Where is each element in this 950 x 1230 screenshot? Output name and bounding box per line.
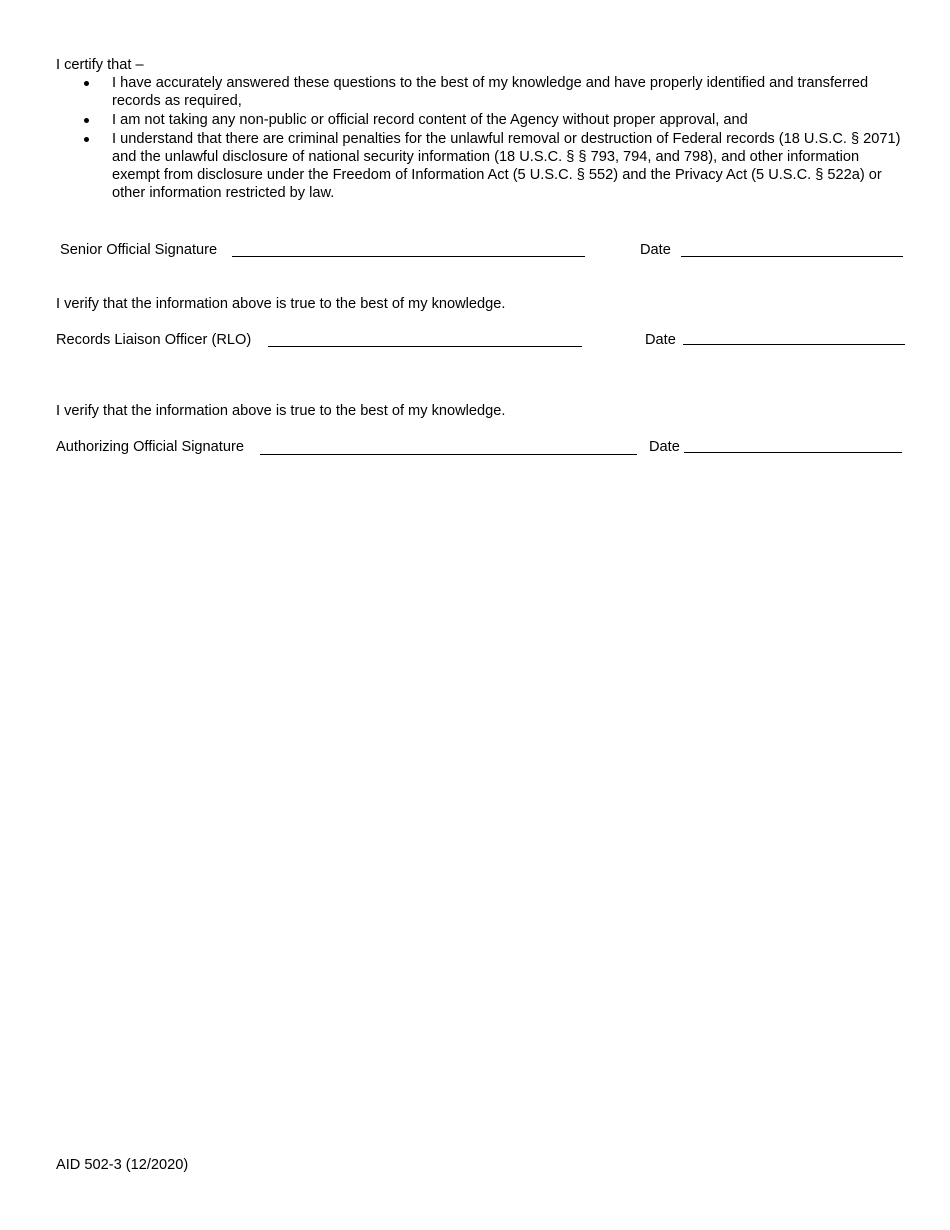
rlo-verify-text: I verify that the information above is true to the best of my knowledge. [56,296,506,312]
authorizing-date-label: Date [649,439,680,455]
certification-item [84,130,904,202]
senior-official-date-label: Date [640,242,671,258]
rlo-signature-line[interactable] [268,346,582,347]
authorizing-signature-label: Authorizing Official Signature [56,439,244,455]
senior-official-signature-line[interactable] [232,256,585,257]
bullet-icon [84,137,89,142]
bullet-icon [84,118,89,123]
authorizing-date-line[interactable] [684,452,902,453]
certification-list [84,74,904,203]
rlo-signature-label: Records Liaison Officer (RLO) [56,332,252,348]
authorizing-verify-text: I verify that the information above is true to the best of my knowledge. [56,403,506,419]
rlo-date-line[interactable] [683,344,905,345]
authorizing-signature-line[interactable] [260,454,637,455]
rlo-date-label: Date [645,332,676,348]
certification-item-text: I am not taking any non-public or official record content of the Agency without proper approval, and [112,112,748,128]
form-id: AID 502-3 (12/2020) [56,1157,189,1173]
certify-intro: I certify that – [56,57,144,73]
senior-official-signature-label: Senior Official Signature [60,242,218,258]
certification-item-text: I understand that there are criminal penalties for the unlawful removal or destruction of Federal records (18 U.S.C. § 2071) and the unlawful disclosure of national security information (18 U.S.C. § § 793, 794, and 798), and other information exempt from disclosure under the Freedom of Information Act (5 U.S.C. § 552) and the Privacy Act (5 U.S.C. § 522a) or other information restricted by law. [112,131,901,201]
bullet-icon [84,81,89,86]
certification-item [84,74,904,110]
certification-item-text: I have accurately answered these questions to the best of my knowledge and have properly identified and transferred records as required, [112,75,869,109]
senior-official-date-line[interactable] [681,256,903,257]
certification-item [84,111,904,129]
